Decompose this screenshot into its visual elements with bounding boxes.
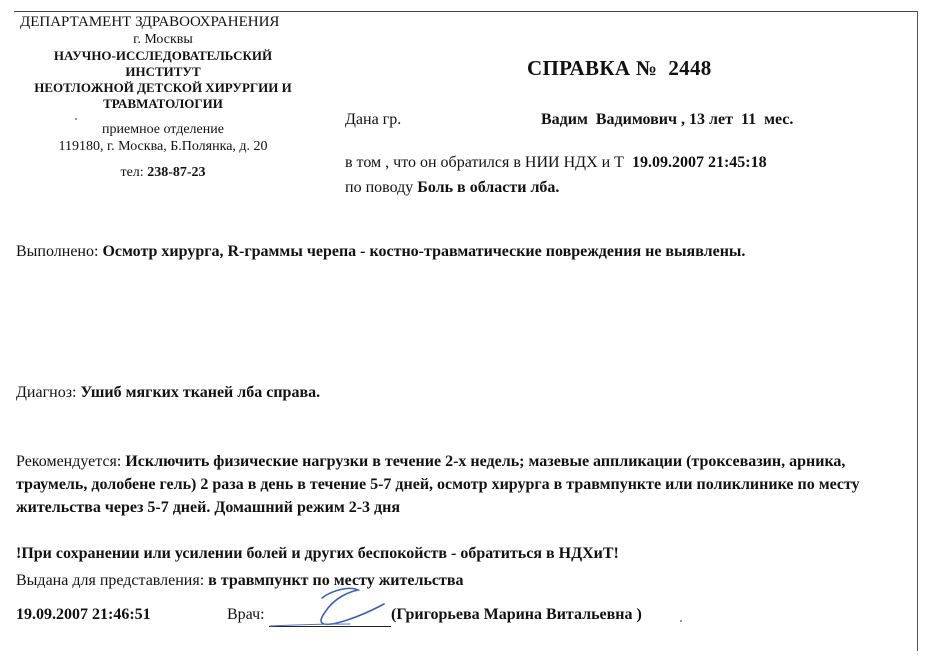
- diagnosis-label: Диагноз:: [16, 384, 77, 401]
- performed-label: Выполнено:: [16, 243, 99, 260]
- diagnosis-section: [16, 381, 906, 404]
- performed-text: Осмотр хирурга, R-граммы черепа - костно-травматические повреждения не выявлены.: [102, 243, 746, 260]
- scan-speck: [680, 620, 682, 622]
- visit-text: в том , что он обратился в НИИ НДХ и Т: [345, 154, 624, 171]
- recommendation-section: [16, 450, 906, 519]
- certificate-title: СПРАВКА № 2448: [527, 56, 712, 80]
- issued-label: Выдана для представления:: [16, 572, 205, 589]
- visit-reason: [345, 179, 559, 197]
- patient-name: Вадим Вадимович , 13 лет 11 мес.: [541, 111, 794, 128]
- issued-text: в травмпункт по месту жительства: [208, 572, 464, 589]
- reception-department: приемное отделение: [102, 122, 224, 137]
- doctor-name: (Григорьева Марина Витальевна ): [391, 606, 642, 623]
- institution-header: [8, 14, 318, 181]
- reason-text: Боль в области лба.: [417, 179, 560, 196]
- institute-line-2: ИНСТИТУТ: [125, 64, 201, 79]
- warning-notice: !При сохранении или усилении болей и других беспокойств - обратиться в НДХиТ!: [16, 545, 619, 562]
- issued-for-section: [16, 569, 906, 592]
- visit-datetime: 19.09.2007 21:45:18: [631, 154, 767, 171]
- phone-label: тел:: [120, 165, 144, 180]
- top-border-line: [14, 11, 918, 12]
- recommendation-label: Рекомендуется:: [16, 453, 122, 470]
- recommendation-text: Исключить физические нагрузки в течение 2-х недель; мазевые аппликации (троксевазин, арника, траумель, долобене гель) 2 раза в день в течение 5-7 дней, осмотр хирурга в травмпункте или поликлинике по месту жительства через 5-7 дней. Домашний режим 2-3 дня: [16, 453, 860, 516]
- handwritten-signature: [262, 578, 402, 630]
- institution-phone: [8, 164, 318, 181]
- city-name: г. Москвы: [133, 32, 193, 47]
- diagnosis-text: Ушиб мягких тканей лба справа.: [80, 384, 321, 401]
- phone-number: 238-87-23: [147, 165, 206, 180]
- institute-line-1: НАУЧНО-ИССЛЕДОВАТЕЛЬСКИЙ: [53, 48, 273, 63]
- department-name: ДЕПАРТАМЕНТ ЗДРАВООХРАНЕНИЯ: [20, 14, 280, 30]
- institute-line-3: НЕОТЛОЖНОЙ ДЕТСКОЙ ХИРУРГИИ И: [34, 80, 292, 95]
- right-border-line: [917, 11, 918, 651]
- visit-statement: [345, 154, 767, 172]
- issue-datetime: 19.09.2007 21:46:51: [16, 606, 151, 623]
- performed-section: [16, 240, 906, 263]
- given-to-label: Дана гр.: [345, 111, 402, 128]
- doctor-label: Врач:: [227, 606, 265, 623]
- institute-line-4: ТРАВМАТОЛОГИИ: [103, 96, 223, 111]
- institution-address: 119180, г. Москва, Б.Полянка, д. 20: [58, 139, 268, 154]
- scan-speck: [75, 118, 77, 120]
- reason-label: по поводу: [345, 179, 414, 196]
